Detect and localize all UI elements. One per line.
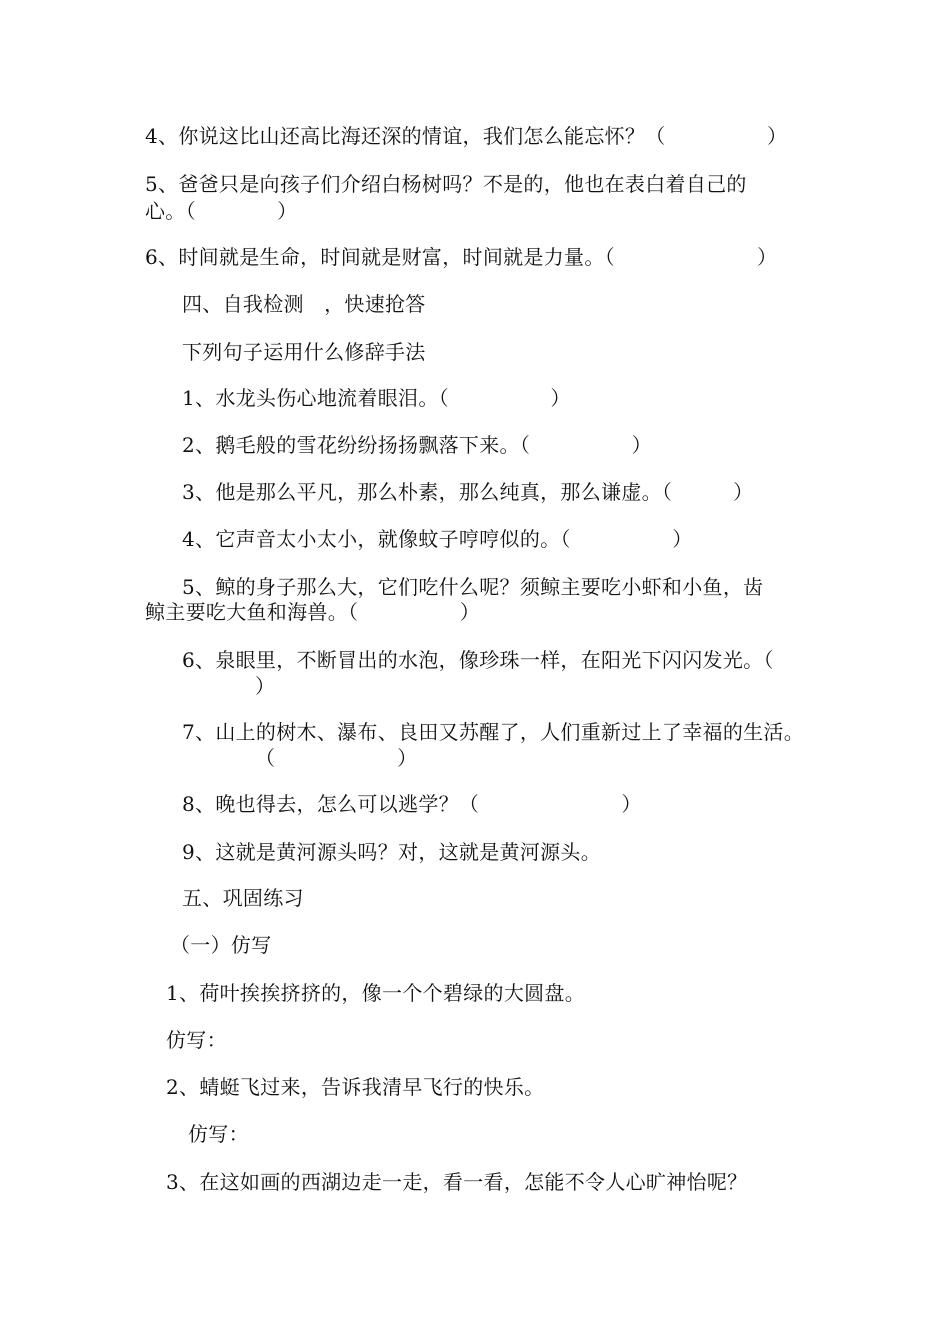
rhetoric-item-9: 9、这就是黄河源头吗？对，这就是黄河源头。 [182, 840, 602, 864]
rhetoric-item-1: 1、水龙头伤心地流着眼泪。（ ） [182, 386, 571, 410]
rhetoric-item-3: 3、他是那么平凡，那么朴素，那么纯真，那么谦虚。（ ） [182, 480, 754, 504]
question-6-time: 6、时间就是生命，时间就是财富，时间就是力量。（ ） [145, 245, 778, 269]
question-5-poplar-line2: 心。（ ） [145, 199, 298, 223]
rhetoric-item-2: 2、鹅毛般的雪花纷纷扬扬飘落下来。（ ） [182, 433, 652, 457]
imitation-answer-label-1: 仿写： [166, 1028, 227, 1052]
question-4-affection: 4、你说这比山还高比海还深的情谊，我们怎么能忘怀？（ ） [145, 124, 788, 148]
imitation-item-3: 3、在这如画的西湖边走一走，看一看，怎能不令人心旷神怡呢？ [166, 1170, 748, 1194]
imitation-item-1: 1、荷叶挨挨挤挤的，像一个个碧绿的大圆盘。 [166, 981, 586, 1005]
section-five-heading: 五、巩固练习 [182, 886, 304, 910]
rhetoric-item-4: 4、它声音太小太小，就像蚊子哼哼似的。（ ） [182, 527, 693, 551]
rhetoric-item-6-line1: 6、泉眼里，不断冒出的水泡，像珍珠一样，在阳光下闪闪发光。（ [182, 648, 774, 672]
rhetoric-item-5-line1: 5、鲸的身子那么大，它们吃什么呢？须鲸主要吃小虾和小鱼，齿 [182, 575, 764, 599]
rhetoric-item-7-line1: 7、山上的树木、瀑布、良田又苏醒了，人们重新过上了幸福的生活。 [182, 720, 805, 744]
rhetoric-item-8: 8、晚也得去，怎么可以逃学？（ ） [182, 792, 642, 816]
imitation-answer-label-2: 仿写： [188, 1122, 249, 1146]
subsection-imitation-heading: （一）仿写 [170, 933, 272, 957]
section-four-heading: 四、自我检测 ，快速抢答 [182, 292, 426, 316]
rhetoric-item-7-line2: （ ） [255, 746, 418, 770]
rhetoric-instruction: 下列句子运用什么修辞手法 [182, 340, 426, 364]
rhetoric-item-5-line2: 鲸主要吃大鱼和海兽。（ ） [145, 600, 481, 624]
imitation-item-2: 2、蜻蜓飞过来，告诉我清早飞行的快乐。 [166, 1075, 545, 1099]
rhetoric-item-6-line2: ） [255, 674, 276, 698]
question-5-poplar-line1: 5、爸爸只是向孩子们介绍白杨树吗？不是的，他也在表白着自己的 [145, 172, 747, 196]
